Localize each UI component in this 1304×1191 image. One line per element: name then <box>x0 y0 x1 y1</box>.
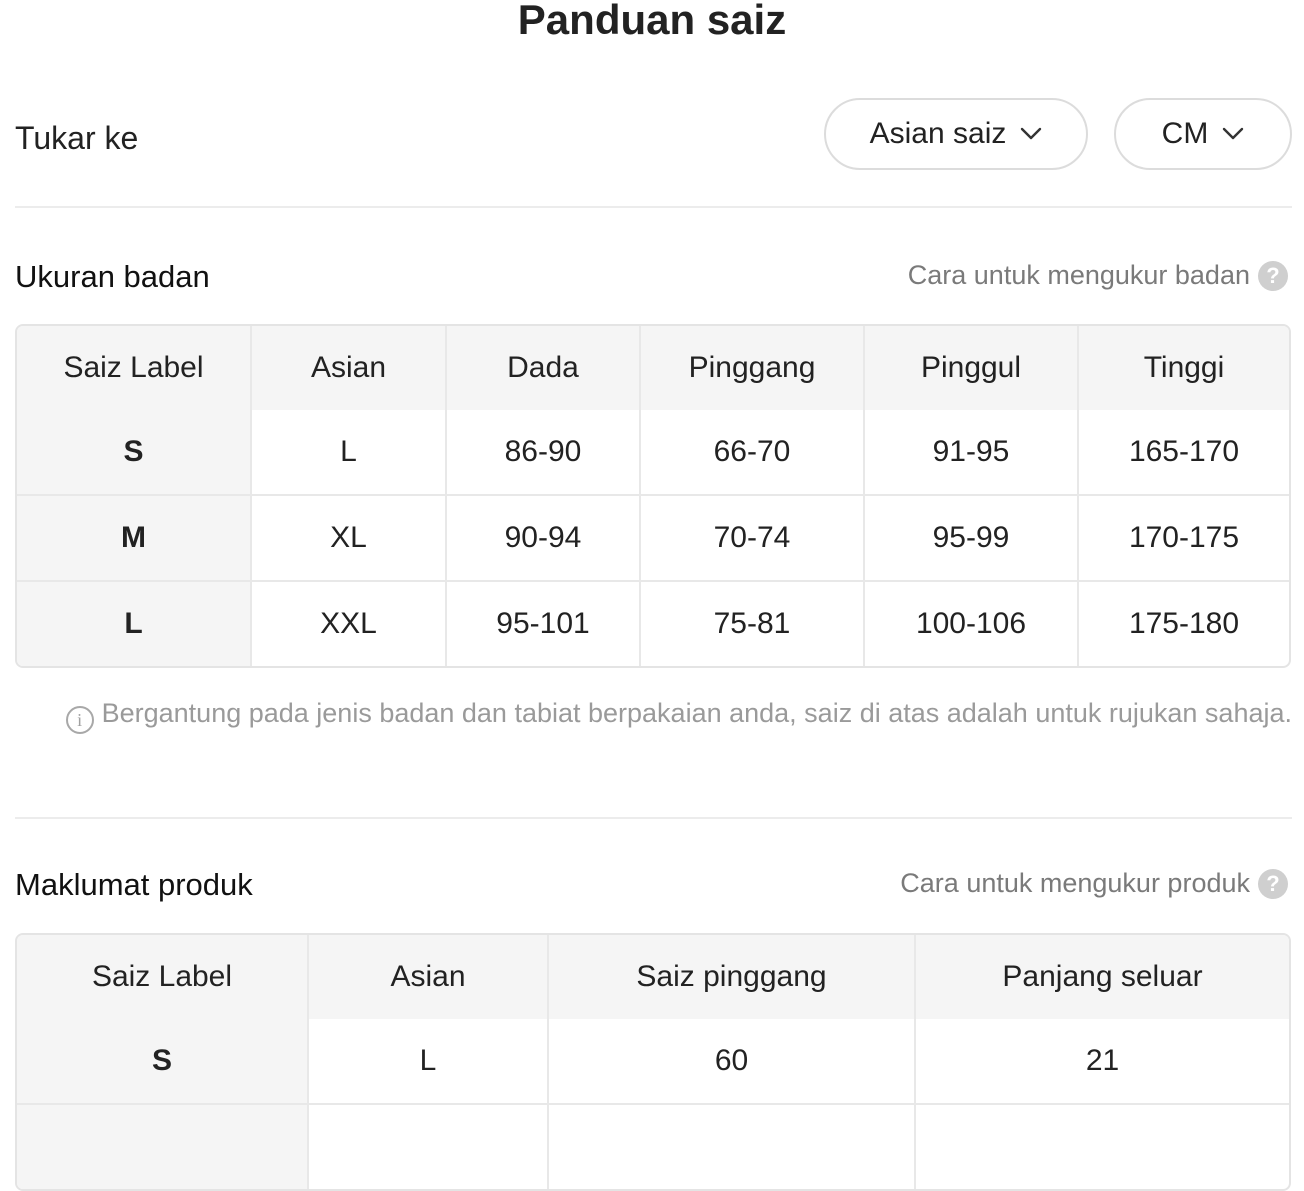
chevron-down-icon <box>1020 127 1042 141</box>
table-cell: 90-94 <box>447 496 641 582</box>
size-label-cell: S <box>17 1019 309 1105</box>
size-label-cell: L <box>17 582 252 666</box>
product-info-title: Maklumat produk <box>15 867 253 902</box>
question-circle-icon: ? <box>1258 869 1288 899</box>
body-size-table <box>15 324 1291 668</box>
table-cell: 95-99 <box>865 496 1079 582</box>
how-to-measure-product-link[interactable] <box>900 868 1288 899</box>
info-circle-icon: i <box>66 706 94 734</box>
reference-note <box>60 694 1292 734</box>
unit-value: CM <box>1161 117 1209 150</box>
column-header: Asian <box>252 326 447 410</box>
table-row <box>17 582 1289 666</box>
table-cell: 91-95 <box>865 410 1079 496</box>
table-cell <box>916 1105 1289 1189</box>
size-system-value: Asian saiz <box>869 117 1007 150</box>
page-title: Panduan saiz <box>517 0 787 43</box>
column-header: Saiz pinggang <box>549 935 916 1019</box>
table-row <box>17 1019 1289 1105</box>
table-cell: XXL <box>252 582 447 666</box>
table-cell <box>549 1105 916 1189</box>
size-system-dropdown[interactable] <box>824 98 1088 170</box>
table-row <box>17 496 1289 582</box>
how-to-measure-body-label: Cara untuk mengukur badan <box>907 260 1250 290</box>
column-header: Saiz Label <box>17 326 252 410</box>
table-cell: 75-81 <box>641 582 865 666</box>
table-cell: 100-106 <box>865 582 1079 666</box>
reference-note-text: Bergantung pada jenis badan dan tabiat berpakaian anda, saiz di atas adalah untuk rujukan sahaja. <box>101 698 1292 728</box>
table-header-row <box>17 326 1289 410</box>
table-cell: 165-170 <box>1079 410 1289 496</box>
chevron-down-icon <box>1222 127 1244 141</box>
switch-label: Tukar ke <box>15 120 139 156</box>
column-header: Pinggul <box>865 326 1079 410</box>
table-row <box>17 1105 1289 1189</box>
unit-dropdown[interactable] <box>1114 98 1292 170</box>
table-cell: 66-70 <box>641 410 865 496</box>
table-cell: 175-180 <box>1128 607 1240 640</box>
table-cell: 60 <box>549 1019 916 1105</box>
table-cell: L <box>252 410 447 496</box>
table-cell: 95-101 <box>447 582 641 666</box>
table-cell: 86-90 <box>447 410 641 496</box>
table-cell <box>309 1105 549 1189</box>
table-cell: L <box>309 1019 549 1105</box>
table-cell: XL <box>252 496 447 582</box>
question-circle-icon: ? <box>1258 261 1288 291</box>
size-label-cell <box>17 1105 309 1189</box>
how-to-measure-body-link[interactable] <box>908 260 1288 291</box>
how-to-measure-product-label: Cara untuk mengukur produk <box>900 868 1250 898</box>
table-cell: 170-175 <box>1079 496 1289 582</box>
body-measurements-title: Ukuran badan <box>15 259 210 294</box>
size-label-cell: M <box>17 496 252 582</box>
table-row <box>17 410 1289 496</box>
size-label-cell: S <box>17 410 252 496</box>
column-header: Pinggang <box>641 326 865 410</box>
column-header: Dada <box>447 326 641 410</box>
divider <box>15 206 1292 208</box>
product-size-table <box>15 933 1291 1191</box>
table-cell: 70-74 <box>641 496 865 582</box>
column-header: Saiz Label <box>17 935 309 1019</box>
table-header-row <box>17 935 1289 1019</box>
divider <box>15 817 1292 819</box>
column-header: Panjang seluar <box>916 935 1289 1019</box>
column-header: Tinggi <box>1079 326 1289 410</box>
table-cell: 21 <box>916 1019 1289 1105</box>
column-header: Asian <box>309 935 549 1019</box>
